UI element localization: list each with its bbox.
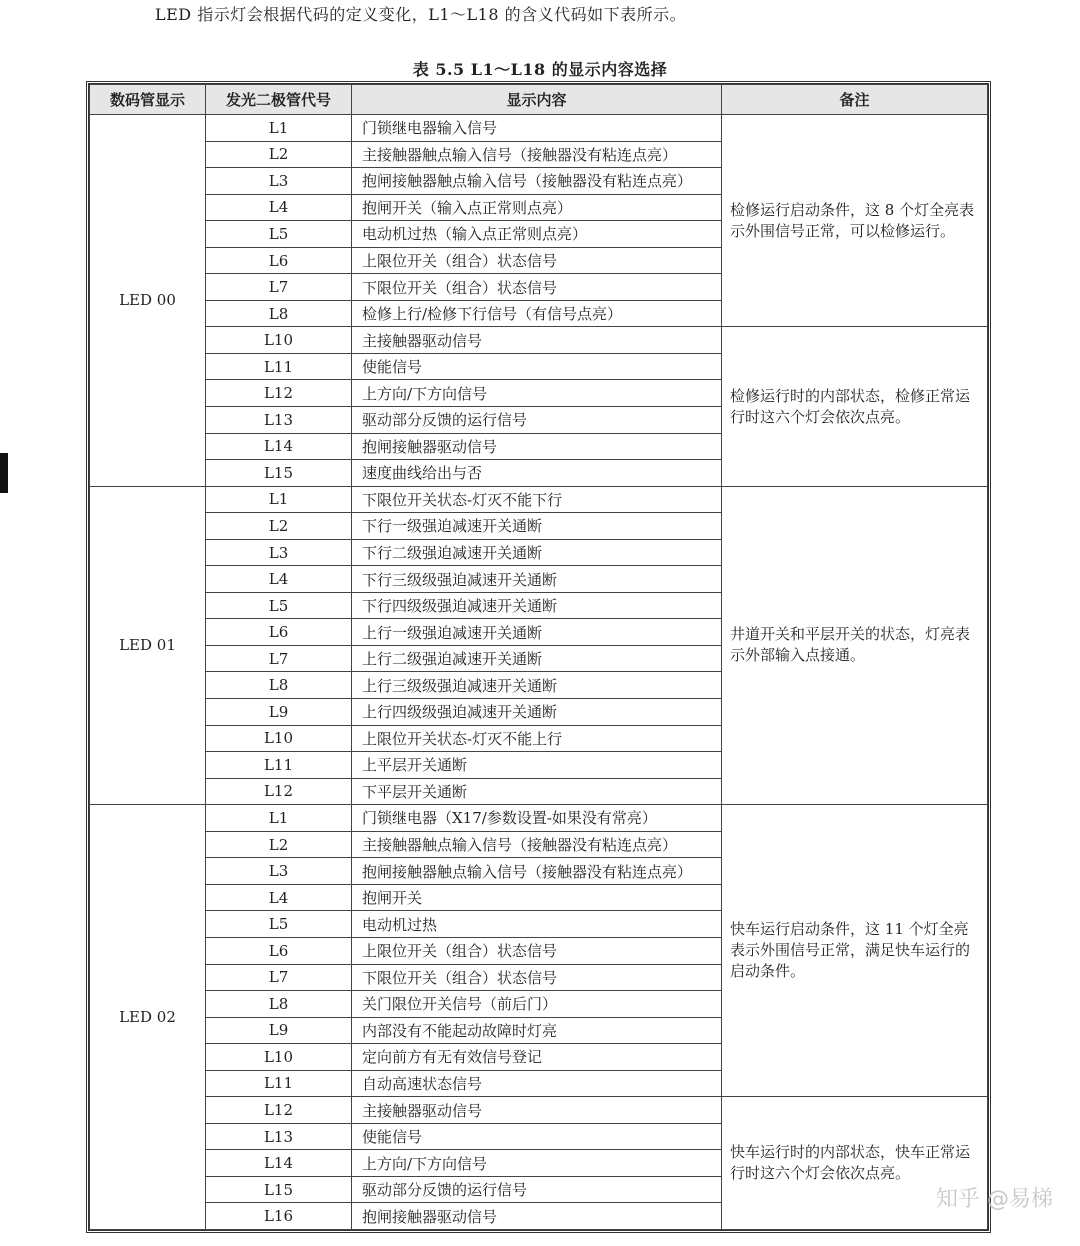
display-content-cell: 上行一级强迫减速开关通断 [352,619,722,646]
led-code-cell: L3 [206,168,352,195]
page-edge-mark [0,453,8,493]
led-code-cell: L12 [206,778,352,805]
led-code-cell: L8 [206,991,352,1018]
display-content-cell: 下限位开关（组合）状态信号 [352,964,722,991]
led-code-cell: L12 [206,380,352,407]
display-content-cell: 主接触器触点输入信号（接触器没有粘连点亮） [352,141,722,168]
display-content-cell: 上方向/下方向信号 [352,1150,722,1177]
led-code-cell: L5 [206,221,352,248]
display-content-cell: 上方向/下方向信号 [352,380,722,407]
led-code-cell: L1 [206,805,352,832]
display-content-cell: 电动机过热 [352,911,722,938]
display-content-cell: 门锁继电器输入信号 [352,115,722,142]
led-code-cell: L2 [206,141,352,168]
header-note: 备注 [722,85,988,115]
led-code-cell: L2 [206,831,352,858]
note-cell: 检修运行时的内部状态，检修正常运行时这六个灯会依次点亮。 [722,327,988,486]
led-code-cell: L15 [206,1176,352,1203]
display-content-cell: 抱闸接触器触点输入信号（接触器没有粘连点亮） [352,858,722,885]
led-code-cell: L4 [206,194,352,221]
led-table [89,84,988,1230]
display-content-cell: 抱闸接触器驱动信号 [352,433,722,460]
led-code-cell: L2 [206,513,352,540]
led-code-cell: L13 [206,407,352,434]
display-content-cell: 使能信号 [352,1123,722,1150]
display-content-cell: 上限位开关（组合）状态信号 [352,937,722,964]
led-code-cell: L8 [206,672,352,699]
display-content-cell: 主接触器触点输入信号（接触器没有粘连点亮） [352,831,722,858]
led-display-cell: LED 00 [90,115,206,487]
display-content-cell: 下行三级级强迫减速开关通断 [352,566,722,593]
display-content-cell: 抱闸开关 [352,884,722,911]
led-code-cell: L5 [206,911,352,938]
led-code-cell: L11 [206,752,352,779]
note-cell: 井道开关和平层开关的状态，灯亮表示外部输入点接通。 [722,486,988,805]
display-content-cell: 下行二级强迫减速开关通断 [352,539,722,566]
led-table-frame [86,81,991,1233]
display-content-cell: 上平层开关通断 [352,752,722,779]
table-row [90,327,988,354]
display-content-cell: 下行四级级强迫减速开关通断 [352,592,722,619]
watermark: 知乎 @易梯 [936,1187,1053,1212]
table-row [90,115,988,142]
display-content-cell: 门锁继电器（X17/参数设置-如果没有常亮） [352,805,722,832]
note-cell: 快车运行启动条件，这 11 个灯全亮表示外围信号正常，满足快车运行的启动条件。 [722,805,988,1097]
led-code-cell: L14 [206,433,352,460]
display-content-cell: 定向前方有无有效信号登记 [352,1044,722,1071]
table-body [90,115,988,1230]
table-header-row [90,85,988,115]
display-content-cell: 自动高速状态信号 [352,1070,722,1097]
led-code-cell: L4 [206,884,352,911]
display-content-cell: 下行一级强迫减速开关通断 [352,513,722,540]
display-content-cell: 驱动部分反馈的运行信号 [352,1176,722,1203]
display-content-cell: 抱闸开关（输入点正常则点亮） [352,194,722,221]
display-content-cell: 抱闸接触器触点输入信号（接触器没有粘连点亮） [352,168,722,195]
led-code-cell: L1 [206,486,352,513]
led-code-cell: L8 [206,300,352,327]
led-code-cell: L3 [206,858,352,885]
table-row [90,805,988,832]
display-content-cell: 下平层开关通断 [352,778,722,805]
led-code-cell: L6 [206,619,352,646]
header-display: 数码管显示 [90,85,206,115]
led-code-cell: L7 [206,274,352,301]
led-display-cell: LED 01 [90,486,206,805]
display-content-cell: 抱闸接触器驱动信号 [352,1203,722,1230]
display-content-cell: 主接触器驱动信号 [352,327,722,354]
display-content-cell: 上行三级级强迫减速开关通断 [352,672,722,699]
display-content-cell: 内部没有不能起动故障时灯亮 [352,1017,722,1044]
intro-text: LED 指示灯会根据代码的定义变化，L1～L18 的含义代码如下表所示。 [155,5,687,24]
display-content-cell: 上限位开关状态-灯灭不能上行 [352,725,722,752]
display-content-cell: 关门限位开关信号（前后门） [352,991,722,1018]
display-content-cell: 上行四级级强迫减速开关通断 [352,699,722,726]
display-content-cell: 驱动部分反馈的运行信号 [352,407,722,434]
led-code-cell: L6 [206,247,352,274]
led-code-cell: L13 [206,1123,352,1150]
led-code-cell: L14 [206,1150,352,1177]
led-code-cell: L10 [206,725,352,752]
display-content-cell: 使能信号 [352,353,722,380]
led-code-cell: L5 [206,592,352,619]
display-content-cell: 检修上行/检修下行信号（有信号点亮） [352,300,722,327]
led-code-cell: L4 [206,566,352,593]
display-content-cell: 主接触器驱动信号 [352,1097,722,1124]
header-led-code: 发光二极管代号 [206,85,352,115]
table-row [90,1097,988,1124]
led-code-cell: L9 [206,1017,352,1044]
display-content-cell: 上限位开关（组合）状态信号 [352,247,722,274]
led-code-cell: L1 [206,115,352,142]
led-code-cell: L6 [206,937,352,964]
led-code-cell: L15 [206,460,352,487]
led-code-cell: L7 [206,964,352,991]
table-row [90,486,988,513]
display-content-cell: 下限位开关状态-灯灭不能下行 [352,486,722,513]
display-content-cell: 下限位开关（组合）状态信号 [352,274,722,301]
note-cell: 快车运行时的内部状态，快车正常运行时这六个灯会依次点亮。 [722,1097,988,1230]
led-display-cell: LED 02 [90,805,206,1230]
led-code-cell: L16 [206,1203,352,1230]
display-content-cell: 上行二级强迫减速开关通断 [352,645,722,672]
led-code-cell: L11 [206,1070,352,1097]
led-code-cell: L7 [206,645,352,672]
table-caption: 表 5.5 L1～L18 的显示内容选择 [412,60,668,79]
led-code-cell: L11 [206,353,352,380]
led-code-cell: L9 [206,699,352,726]
led-code-cell: L10 [206,1044,352,1071]
header-content: 显示内容 [352,85,722,115]
note-cell: 检修运行启动条件，这 8 个灯全亮表示外围信号正常，可以检修运行。 [722,115,988,327]
led-code-cell: L12 [206,1097,352,1124]
display-content-cell: 电动机过热（输入点正常则点亮） [352,221,722,248]
led-code-cell: L10 [206,327,352,354]
led-code-cell: L3 [206,539,352,566]
display-content-cell: 速度曲线给出与否 [352,460,722,487]
